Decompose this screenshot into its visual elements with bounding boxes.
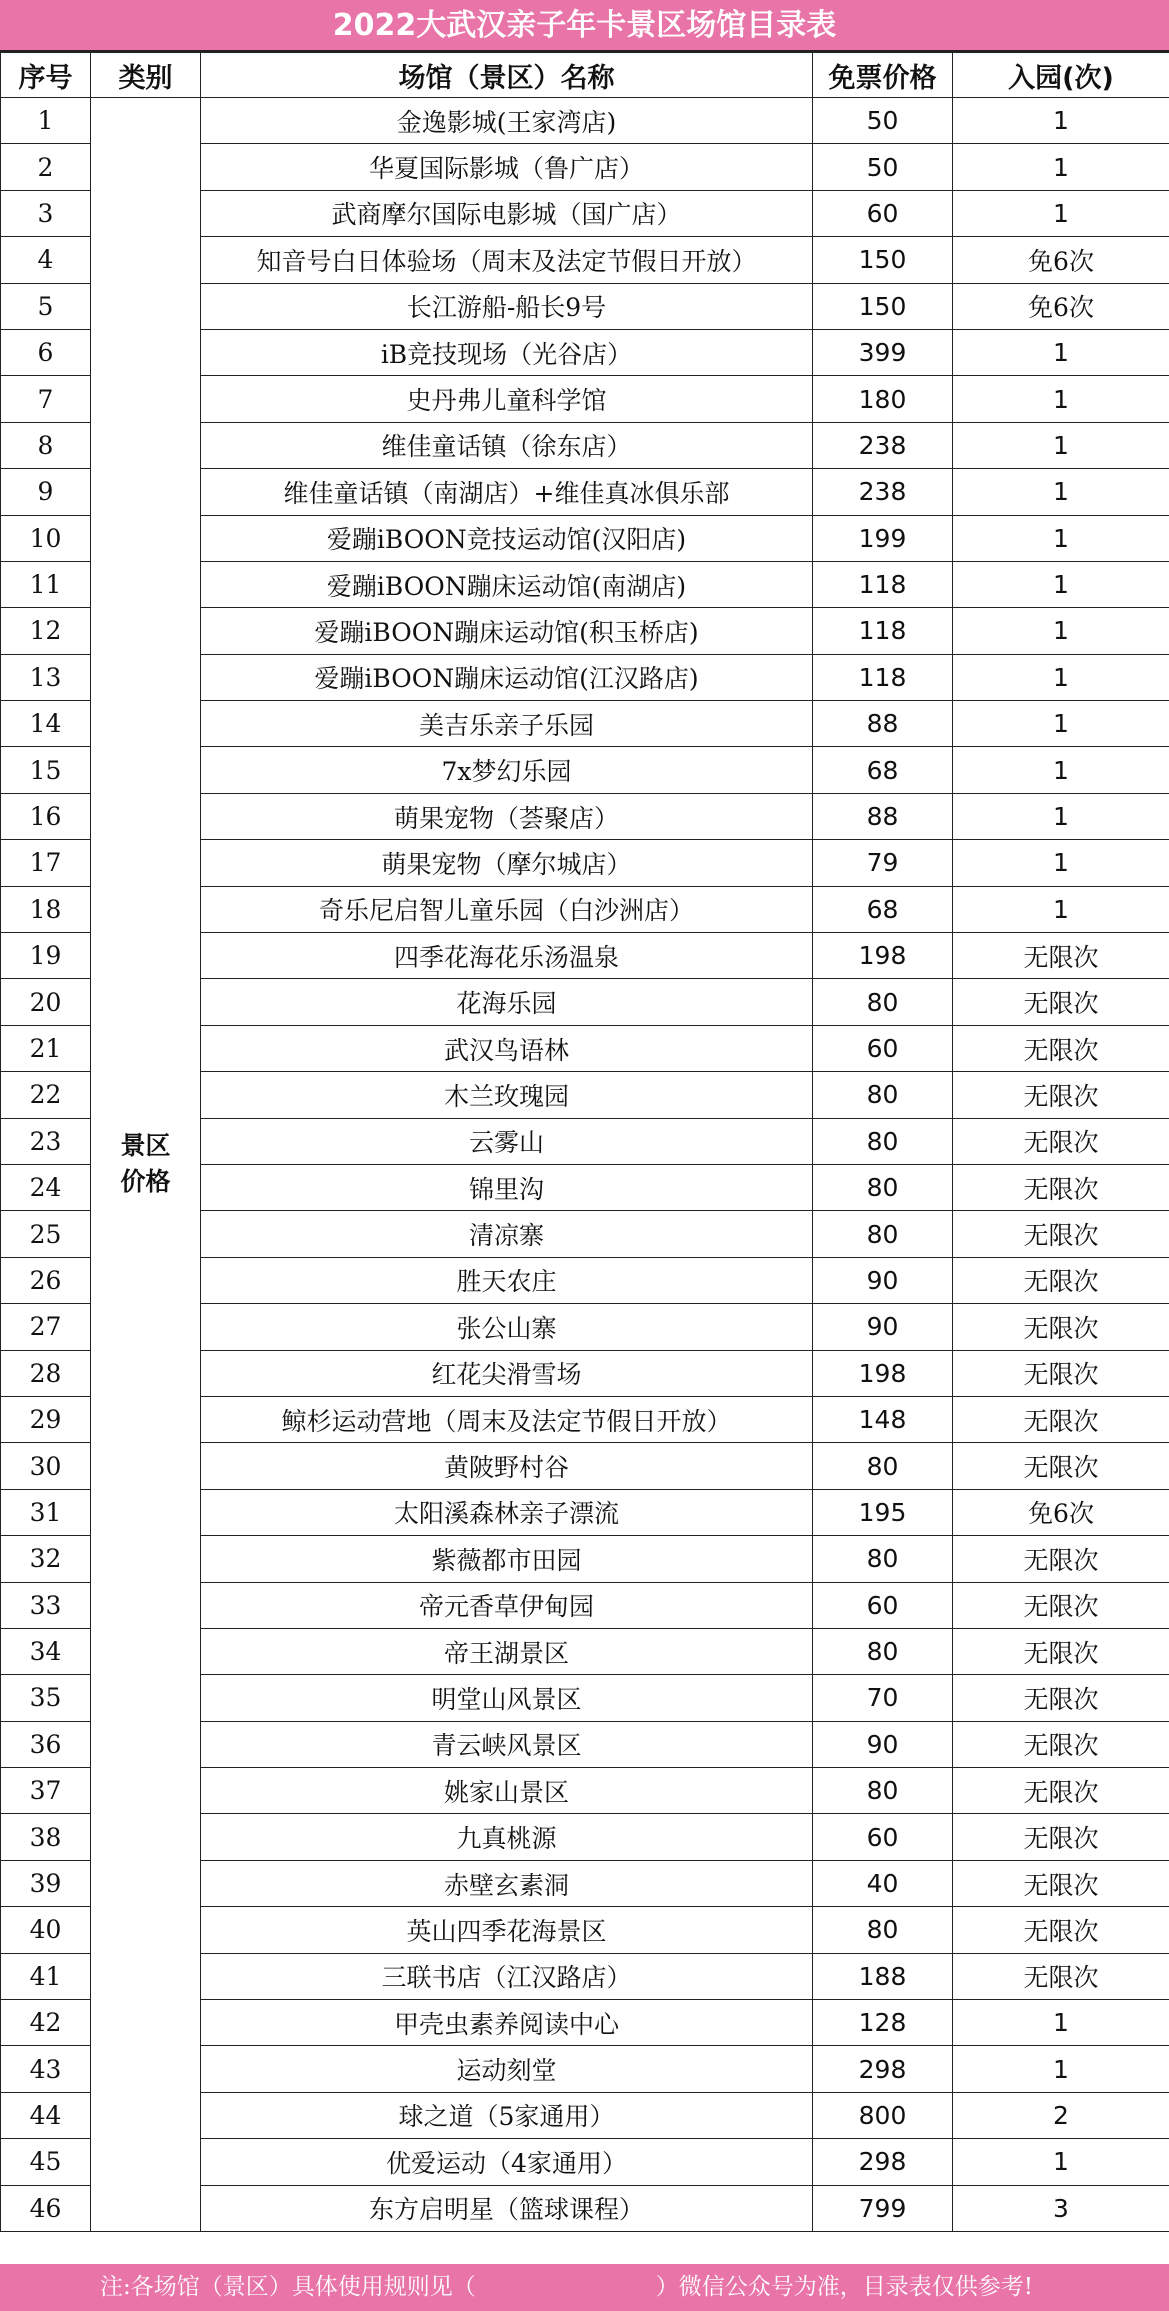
entry-count: 1 [953,376,1169,422]
venue-name: 奇乐尼启智儿童乐园（白沙洲店） [201,886,813,932]
entry-count: 无限次 [953,1396,1169,1442]
row-index: 16 [1,793,91,839]
venue-name: 华夏国际影城（鲁广店） [201,144,813,190]
entry-count: 1 [953,608,1169,654]
price-value: 118 [813,561,953,607]
venue-name: 木兰玫瑰园 [201,1072,813,1118]
price-value: 79 [813,840,953,886]
venue-name: 鲸杉运动营地（周末及法定节假日开放） [201,1396,813,1442]
price-value: 68 [813,747,953,793]
price-value: 80 [813,979,953,1025]
row-index: 37 [1,1768,91,1814]
row-index: 36 [1,1721,91,1767]
price-value: 195 [813,1489,953,1535]
entry-count: 1 [953,422,1169,468]
entry-count: 无限次 [953,1118,1169,1164]
venue-name: 爱蹦iBOON蹦床运动馆(积玉桥店) [201,608,813,654]
entry-count: 无限次 [953,1814,1169,1860]
row-index: 13 [1,654,91,700]
price-value: 90 [813,1257,953,1303]
entry-count: 无限次 [953,1907,1169,1953]
venue-name: 长江游船-船长9号 [201,283,813,329]
row-index: 12 [1,608,91,654]
venue-name: 胜天农庄 [201,1257,813,1303]
note-suffix: ）微信公众号为准，目录表仅供参考! [655,2274,1033,2300]
price-value: 80 [813,1443,953,1489]
row-index: 17 [1,840,91,886]
venue-name: 爱蹦iBOON竞技运动馆(汉阳店) [201,515,813,561]
entry-count: 免6次 [953,283,1169,329]
row-index: 46 [1,2185,91,2231]
price-value: 118 [813,608,953,654]
venue-name: 萌果宠物（荟聚店） [201,793,813,839]
venue-name: 姚家山景区 [201,1768,813,1814]
price-value: 180 [813,376,953,422]
price-value: 60 [813,1814,953,1860]
row-index: 38 [1,1814,91,1860]
price-value: 40 [813,1860,953,1906]
entry-count: 1 [953,793,1169,839]
row-index: 28 [1,1350,91,1396]
header-price: 免票价格 [813,53,953,98]
header-index: 序号 [1,53,91,98]
price-value: 198 [813,933,953,979]
entry-count: 无限次 [953,1582,1169,1628]
row-index: 26 [1,1257,91,1303]
entry-count: 无限次 [953,1025,1169,1071]
venue-name: 帝元香草伊甸园 [201,1582,813,1628]
venue-name: 维佳童话镇（南湖店）+维佳真冰俱乐部 [201,469,813,515]
entry-count: 无限次 [953,933,1169,979]
row-index: 8 [1,422,91,468]
price-value: 90 [813,1304,953,1350]
price-value: 118 [813,654,953,700]
price-value: 80 [813,1072,953,1118]
row-index: 15 [1,747,91,793]
header-row [1,53,1169,98]
entry-count: 1 [953,329,1169,375]
price-value: 80 [813,1164,953,1210]
price-value: 150 [813,283,953,329]
venue-name: 武商摩尔国际电影城（国广店） [201,190,813,236]
row-index: 29 [1,1396,91,1442]
price-value: 199 [813,515,953,561]
entry-count: 无限次 [953,979,1169,1025]
row-index: 5 [1,283,91,329]
entry-count: 无限次 [953,1443,1169,1489]
entry-count: 1 [953,886,1169,932]
header-venue-name: 场馆（景区）名称 [201,53,813,98]
venue-table [0,52,1169,2232]
page-title: 2022大武汉亲子年卡景区场馆目录表 [0,0,1169,52]
price-value: 298 [813,2139,953,2185]
row-index: 14 [1,701,91,747]
venue-name: 紫薇都市田园 [201,1536,813,1582]
entry-count: 无限次 [953,1536,1169,1582]
entry-count: 无限次 [953,1072,1169,1118]
price-value: 238 [813,469,953,515]
price-value: 80 [813,1628,953,1674]
row-index: 20 [1,979,91,1025]
entry-count: 无限次 [953,1628,1169,1674]
entry-count: 无限次 [953,1257,1169,1303]
price-value: 150 [813,237,953,283]
price-value: 90 [813,1721,953,1767]
price-value: 188 [813,1953,953,1999]
price-value: 148 [813,1396,953,1442]
row-index: 40 [1,1907,91,1953]
price-value: 70 [813,1675,953,1721]
price-value: 799 [813,2185,953,2231]
venue-name: 运动刻堂 [201,2046,813,2092]
price-value: 60 [813,1582,953,1628]
venue-name: 武汉鸟语林 [201,1025,813,1071]
row-index: 31 [1,1489,91,1535]
venue-name: 球之道（5家通用） [201,2092,813,2138]
entry-count: 1 [953,654,1169,700]
row-index: 35 [1,1675,91,1721]
entry-count: 2 [953,2092,1169,2138]
entry-count: 无限次 [953,1675,1169,1721]
entry-count: 无限次 [953,1211,1169,1257]
row-index: 25 [1,1211,91,1257]
venue-name: 九真桃源 [201,1814,813,1860]
row-index: 43 [1,2046,91,2092]
price-value: 60 [813,1025,953,1071]
venue-name: 锦里沟 [201,1164,813,1210]
venue-name: 英山四季花海景区 [201,1907,813,1953]
venue-name: iB竞技现场（光谷店） [201,329,813,375]
venue-name: 爱蹦iBOON蹦床运动馆(江汉路店) [201,654,813,700]
row-index: 2 [1,144,91,190]
entry-count: 1 [953,840,1169,886]
row-index: 22 [1,1072,91,1118]
venue-name: 维佳童话镇（徐东店） [201,422,813,468]
venue-name: 知音号白日体验场（周末及法定节假日开放） [201,237,813,283]
venue-name: 明堂山风景区 [201,1675,813,1721]
entry-count: 1 [953,2046,1169,2092]
venue-name: 云雾山 [201,1118,813,1164]
row-index: 42 [1,2000,91,2046]
entry-count: 1 [953,144,1169,190]
venue-name: 赤壁玄素洞 [201,1860,813,1906]
venue-name: 花海乐园 [201,979,813,1025]
price-value: 80 [813,1536,953,1582]
price-value: 198 [813,1350,953,1396]
row-index: 21 [1,1025,91,1071]
venue-name: 四季花海花乐汤温泉 [201,933,813,979]
venue-name: 美吉乐亲子乐园 [201,701,813,747]
entry-count: 无限次 [953,1350,1169,1396]
entry-count: 1 [953,98,1169,144]
venue-name: 帝王湖景区 [201,1628,813,1674]
entry-count: 1 [953,515,1169,561]
row-index: 18 [1,886,91,932]
entry-count: 无限次 [953,1721,1169,1767]
venue-name: 金逸影城(王家湾店) [201,98,813,144]
entry-count: 1 [953,190,1169,236]
row-index: 44 [1,2092,91,2138]
row-index: 30 [1,1443,91,1489]
venue-name: 红花尖滑雪场 [201,1350,813,1396]
venue-name: 甲壳虫素养阅读中心 [201,2000,813,2046]
header-category: 类别 [91,53,201,98]
price-value: 68 [813,886,953,932]
category-line: 价格 [120,1167,171,1197]
row-index: 33 [1,1582,91,1628]
entry-count: 1 [953,2139,1169,2185]
price-value: 60 [813,190,953,236]
venue-name: 东方启明星（篮球课程） [201,2185,813,2231]
venue-name: 萌果宠物（摩尔城店） [201,840,813,886]
row-index: 7 [1,376,91,422]
price-value: 238 [813,422,953,468]
row-index: 39 [1,1860,91,1906]
venue-name: 7x梦幻乐园 [201,747,813,793]
entry-count: 无限次 [953,1304,1169,1350]
entry-count: 1 [953,2000,1169,2046]
price-value: 399 [813,329,953,375]
entry-count: 无限次 [953,1164,1169,1210]
row-index: 23 [1,1118,91,1164]
entry-count: 1 [953,561,1169,607]
row-index: 41 [1,1953,91,1999]
price-value: 80 [813,1118,953,1164]
venue-name: 青云峡风景区 [201,1721,813,1767]
venue-name: 清凉寨 [201,1211,813,1257]
row-index: 10 [1,515,91,561]
price-value: 80 [813,1768,953,1814]
footer-note [0,2264,1169,2311]
venue-name: 三联书店（江汉路店） [201,1953,813,1999]
entry-count: 1 [953,747,1169,793]
note-prefix: 注:各场馆（景区）具体使用规则见（ [100,2274,476,2300]
entry-count: 免6次 [953,1489,1169,1535]
header-entries: 入园(次) [953,53,1169,98]
row-index: 11 [1,561,91,607]
price-value: 88 [813,793,953,839]
row-index: 3 [1,190,91,236]
row-index: 19 [1,933,91,979]
entry-count: 无限次 [953,1768,1169,1814]
row-index: 9 [1,469,91,515]
entry-count: 无限次 [953,1860,1169,1906]
venue-name: 爱蹦iBOON蹦床运动馆(南湖店) [201,561,813,607]
price-value: 298 [813,2046,953,2092]
category-cell [91,98,201,2232]
venue-name: 黄陂野村谷 [201,1443,813,1489]
entry-count: 免6次 [953,237,1169,283]
row-index: 24 [1,1164,91,1210]
venue-name: 优爱运动（4家通用） [201,2139,813,2185]
entry-count: 3 [953,2185,1169,2231]
table-row [1,98,1169,144]
entry-count: 1 [953,701,1169,747]
price-value: 50 [813,144,953,190]
price-value: 80 [813,1211,953,1257]
price-value: 88 [813,701,953,747]
row-index: 32 [1,1536,91,1582]
row-index: 6 [1,329,91,375]
price-value: 800 [813,2092,953,2138]
price-value: 50 [813,98,953,144]
category-line: 景区 [120,1131,171,1161]
entry-count: 1 [953,469,1169,515]
venue-name: 太阳溪森林亲子漂流 [201,1489,813,1535]
row-index: 45 [1,2139,91,2185]
venue-name: 史丹弗儿童科学馆 [201,376,813,422]
price-value: 80 [813,1907,953,1953]
venue-name: 张公山寨 [201,1304,813,1350]
row-index: 27 [1,1304,91,1350]
row-index: 34 [1,1628,91,1674]
table-body [1,98,1169,2232]
entry-count: 无限次 [953,1953,1169,1999]
price-value: 128 [813,2000,953,2046]
row-index: 1 [1,98,91,144]
row-index: 4 [1,237,91,283]
